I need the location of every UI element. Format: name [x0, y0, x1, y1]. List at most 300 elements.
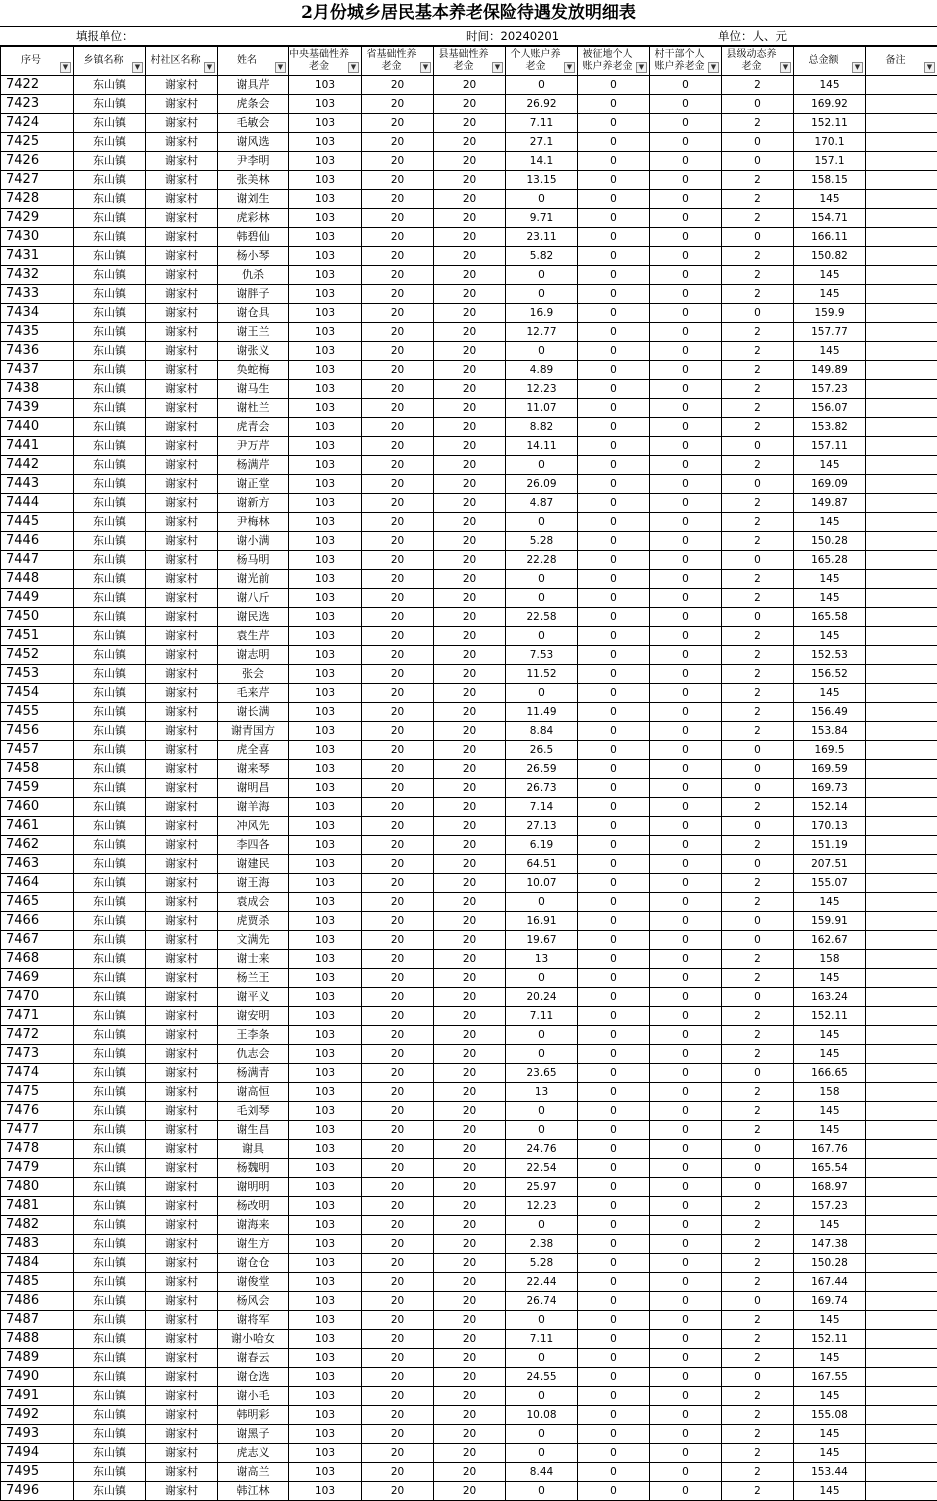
- table-cell[interactable]: 0: [578, 855, 650, 874]
- table-cell[interactable]: 150.82: [794, 247, 866, 266]
- table-cell[interactable]: 0: [578, 1273, 650, 1292]
- table-cell[interactable]: 0: [722, 1178, 794, 1197]
- filter-dropdown-icon[interactable]: ▼: [275, 62, 286, 73]
- table-cell[interactable]: 2: [722, 1444, 794, 1463]
- table-cell[interactable]: 12.23: [506, 1197, 578, 1216]
- table-cell[interactable]: 103: [289, 456, 362, 475]
- table-cell[interactable]: [866, 399, 937, 418]
- table-cell[interactable]: 20: [362, 228, 434, 247]
- table-cell[interactable]: [866, 228, 937, 247]
- table-cell[interactable]: 谢仓具: [218, 304, 289, 323]
- table-cell[interactable]: 0: [722, 1292, 794, 1311]
- table-cell[interactable]: 7466: [1, 912, 74, 931]
- table-cell[interactable]: 0: [578, 1368, 650, 1387]
- table-cell[interactable]: 20: [362, 437, 434, 456]
- table-cell[interactable]: 157.77: [794, 323, 866, 342]
- table-cell[interactable]: 6.19: [506, 836, 578, 855]
- table-cell[interactable]: 20: [362, 114, 434, 133]
- table-cell[interactable]: 东山镇: [74, 1311, 146, 1330]
- table-cell[interactable]: 0: [578, 570, 650, 589]
- table-cell[interactable]: 20: [434, 342, 506, 361]
- table-cell[interactable]: 谢家村: [146, 1425, 218, 1444]
- table-cell[interactable]: [866, 114, 937, 133]
- table-cell[interactable]: 20: [362, 665, 434, 684]
- table-cell[interactable]: 0: [722, 475, 794, 494]
- table-cell[interactable]: 10.07: [506, 874, 578, 893]
- table-cell[interactable]: 20: [434, 1026, 506, 1045]
- table-cell[interactable]: [866, 1273, 937, 1292]
- table-cell[interactable]: 7457: [1, 741, 74, 760]
- table-cell[interactable]: 20: [362, 874, 434, 893]
- table-cell[interactable]: 谢家村: [146, 266, 218, 285]
- table-cell[interactable]: 154.71: [794, 209, 866, 228]
- table-cell[interactable]: 20: [362, 532, 434, 551]
- table-cell[interactable]: 东山镇: [74, 684, 146, 703]
- table-cell[interactable]: 170.1: [794, 133, 866, 152]
- table-cell[interactable]: 103: [289, 1007, 362, 1026]
- table-cell[interactable]: [866, 570, 937, 589]
- table-cell[interactable]: 谢羊海: [218, 798, 289, 817]
- table-cell[interactable]: 谢王兰: [218, 323, 289, 342]
- table-cell[interactable]: 159.9: [794, 304, 866, 323]
- table-cell[interactable]: 7469: [1, 969, 74, 988]
- table-cell[interactable]: [866, 1140, 937, 1159]
- table-cell[interactable]: 谢家村: [146, 1235, 218, 1254]
- table-cell[interactable]: 103: [289, 380, 362, 399]
- table-cell[interactable]: 20: [434, 1482, 506, 1501]
- table-cell[interactable]: 20: [362, 779, 434, 798]
- table-cell[interactable]: 20: [434, 1045, 506, 1064]
- table-cell[interactable]: 20: [434, 589, 506, 608]
- table-cell[interactable]: 156.49: [794, 703, 866, 722]
- table-cell[interactable]: 167.55: [794, 1368, 866, 1387]
- table-cell[interactable]: 东山镇: [74, 95, 146, 114]
- table-cell[interactable]: 7493: [1, 1425, 74, 1444]
- table-cell[interactable]: 2: [722, 266, 794, 285]
- table-cell[interactable]: 20: [434, 893, 506, 912]
- table-cell[interactable]: 20: [362, 1235, 434, 1254]
- table-cell[interactable]: 谢家村: [146, 418, 218, 437]
- table-cell[interactable]: 0: [650, 722, 722, 741]
- table-cell[interactable]: 27.13: [506, 817, 578, 836]
- table-cell[interactable]: 0: [650, 1121, 722, 1140]
- table-cell[interactable]: 0: [578, 133, 650, 152]
- table-cell[interactable]: 12.23: [506, 380, 578, 399]
- table-cell[interactable]: 7430: [1, 228, 74, 247]
- table-cell[interactable]: 2.38: [506, 1235, 578, 1254]
- table-cell[interactable]: 0: [722, 855, 794, 874]
- table-cell[interactable]: 0: [722, 988, 794, 1007]
- table-cell[interactable]: 2: [722, 494, 794, 513]
- table-cell[interactable]: 0: [578, 494, 650, 513]
- table-cell[interactable]: 0: [506, 1311, 578, 1330]
- table-cell[interactable]: 20: [434, 665, 506, 684]
- table-cell[interactable]: [866, 1368, 937, 1387]
- table-cell[interactable]: 7.11: [506, 114, 578, 133]
- table-cell[interactable]: 145: [794, 1349, 866, 1368]
- table-cell[interactable]: 7490: [1, 1368, 74, 1387]
- table-cell[interactable]: 谢家村: [146, 1387, 218, 1406]
- table-cell[interactable]: 谢家村: [146, 893, 218, 912]
- table-cell[interactable]: 149.89: [794, 361, 866, 380]
- table-cell[interactable]: 东山镇: [74, 361, 146, 380]
- table-cell[interactable]: [866, 589, 937, 608]
- table-cell[interactable]: 东山镇: [74, 209, 146, 228]
- table-cell[interactable]: 7468: [1, 950, 74, 969]
- table-cell[interactable]: 东山镇: [74, 722, 146, 741]
- table-cell[interactable]: 0: [650, 1064, 722, 1083]
- table-cell[interactable]: 谢家村: [146, 209, 218, 228]
- table-cell[interactable]: 7427: [1, 171, 74, 190]
- table-cell[interactable]: 20: [362, 684, 434, 703]
- table-cell[interactable]: 20: [434, 874, 506, 893]
- table-cell[interactable]: 0: [650, 1425, 722, 1444]
- table-cell[interactable]: 奂蛇梅: [218, 361, 289, 380]
- table-cell[interactable]: 20: [434, 1273, 506, 1292]
- table-cell[interactable]: 谢家村: [146, 285, 218, 304]
- table-cell[interactable]: 谢家村: [146, 1102, 218, 1121]
- table-cell[interactable]: 155.08: [794, 1406, 866, 1425]
- table-cell[interactable]: 东山镇: [74, 1425, 146, 1444]
- table-cell[interactable]: 170.13: [794, 817, 866, 836]
- table-cell[interactable]: 20: [362, 855, 434, 874]
- table-cell[interactable]: 0: [650, 1406, 722, 1425]
- table-cell[interactable]: 0: [578, 456, 650, 475]
- table-cell[interactable]: [866, 1254, 937, 1273]
- table-cell[interactable]: 0: [578, 266, 650, 285]
- table-cell[interactable]: 20: [434, 418, 506, 437]
- table-cell[interactable]: 东山镇: [74, 114, 146, 133]
- table-cell[interactable]: 0: [578, 532, 650, 551]
- table-cell[interactable]: 167.76: [794, 1140, 866, 1159]
- table-cell[interactable]: 谢仓选: [218, 1368, 289, 1387]
- table-cell[interactable]: 16.9: [506, 304, 578, 323]
- table-cell[interactable]: 毛来芹: [218, 684, 289, 703]
- table-cell[interactable]: 20: [434, 646, 506, 665]
- table-cell[interactable]: 7444: [1, 494, 74, 513]
- table-cell[interactable]: 0: [650, 1178, 722, 1197]
- table-cell[interactable]: 145: [794, 513, 866, 532]
- table-cell[interactable]: 7491: [1, 1387, 74, 1406]
- table-cell[interactable]: 东山镇: [74, 570, 146, 589]
- table-cell[interactable]: 谢小毛: [218, 1387, 289, 1406]
- table-cell[interactable]: 7487: [1, 1311, 74, 1330]
- table-cell[interactable]: 谢家村: [146, 1444, 218, 1463]
- table-cell[interactable]: 0: [650, 190, 722, 209]
- filter-dropdown-icon[interactable]: ▼: [492, 62, 503, 73]
- table-cell[interactable]: 谢家村: [146, 874, 218, 893]
- table-cell[interactable]: 152.11: [794, 1007, 866, 1026]
- table-cell[interactable]: 东山镇: [74, 665, 146, 684]
- table-cell[interactable]: 20: [362, 1425, 434, 1444]
- table-cell[interactable]: 20: [362, 513, 434, 532]
- table-cell[interactable]: 0: [578, 1330, 650, 1349]
- table-cell[interactable]: 147.38: [794, 1235, 866, 1254]
- table-cell[interactable]: 东山镇: [74, 494, 146, 513]
- table-cell[interactable]: 7442: [1, 456, 74, 475]
- table-cell[interactable]: 谢家村: [146, 836, 218, 855]
- table-cell[interactable]: 0: [722, 133, 794, 152]
- table-cell[interactable]: 谢家村: [146, 76, 218, 95]
- table-cell[interactable]: 0: [506, 893, 578, 912]
- table-cell[interactable]: 149.87: [794, 494, 866, 513]
- table-cell[interactable]: 20: [362, 1463, 434, 1482]
- table-cell[interactable]: 103: [289, 1311, 362, 1330]
- table-cell[interactable]: 0: [506, 1387, 578, 1406]
- table-cell[interactable]: 文满先: [218, 931, 289, 950]
- table-cell[interactable]: 20: [362, 323, 434, 342]
- table-cell[interactable]: 20: [434, 1007, 506, 1026]
- table-cell[interactable]: 20: [434, 76, 506, 95]
- table-cell[interactable]: [866, 646, 937, 665]
- table-cell[interactable]: 2: [722, 1311, 794, 1330]
- table-cell[interactable]: 谢家村: [146, 399, 218, 418]
- table-cell[interactable]: [866, 133, 937, 152]
- table-cell[interactable]: 0: [506, 190, 578, 209]
- table-cell[interactable]: 0: [650, 1463, 722, 1482]
- table-cell[interactable]: 20: [434, 627, 506, 646]
- table-cell[interactable]: 东山镇: [74, 228, 146, 247]
- table-cell[interactable]: 20: [362, 95, 434, 114]
- table-cell[interactable]: 20: [362, 285, 434, 304]
- table-cell[interactable]: 0: [650, 874, 722, 893]
- table-cell[interactable]: 谢春云: [218, 1349, 289, 1368]
- table-cell[interactable]: [866, 855, 937, 874]
- table-cell[interactable]: 20: [362, 551, 434, 570]
- table-cell[interactable]: 20: [362, 361, 434, 380]
- table-cell[interactable]: 20: [434, 988, 506, 1007]
- table-cell[interactable]: 东山镇: [74, 190, 146, 209]
- table-cell[interactable]: 东山镇: [74, 1178, 146, 1197]
- table-cell[interactable]: 20: [434, 399, 506, 418]
- table-cell[interactable]: 7484: [1, 1254, 74, 1273]
- table-cell[interactable]: 0: [578, 988, 650, 1007]
- table-cell[interactable]: 7443: [1, 475, 74, 494]
- table-cell[interactable]: [866, 247, 937, 266]
- table-cell[interactable]: [866, 1216, 937, 1235]
- table-cell[interactable]: 0: [578, 665, 650, 684]
- table-cell[interactable]: 2: [722, 209, 794, 228]
- table-cell[interactable]: 103: [289, 931, 362, 950]
- table-cell[interactable]: 20: [362, 1349, 434, 1368]
- table-cell[interactable]: 0: [722, 152, 794, 171]
- table-cell[interactable]: [866, 1102, 937, 1121]
- table-cell[interactable]: 2: [722, 893, 794, 912]
- table-cell[interactable]: 20: [434, 1197, 506, 1216]
- table-cell[interactable]: 0: [506, 456, 578, 475]
- table-cell[interactable]: 谢家村: [146, 1007, 218, 1026]
- filter-dropdown-icon[interactable]: ▼: [924, 62, 935, 73]
- table-cell[interactable]: 0: [578, 1007, 650, 1026]
- table-cell[interactable]: 20: [362, 1083, 434, 1102]
- table-cell[interactable]: 26.74: [506, 1292, 578, 1311]
- table-cell[interactable]: [866, 1292, 937, 1311]
- table-cell[interactable]: 东山镇: [74, 1387, 146, 1406]
- table-cell[interactable]: 杨满青: [218, 1064, 289, 1083]
- table-cell[interactable]: 7424: [1, 114, 74, 133]
- table-cell[interactable]: 0: [578, 380, 650, 399]
- table-cell[interactable]: 20: [362, 1140, 434, 1159]
- table-cell[interactable]: 2: [722, 1102, 794, 1121]
- table-cell[interactable]: 20: [362, 969, 434, 988]
- table-cell[interactable]: 谢家村: [146, 437, 218, 456]
- table-cell[interactable]: 152.53: [794, 646, 866, 665]
- table-cell[interactable]: 20: [434, 1463, 506, 1482]
- table-cell[interactable]: 158.15: [794, 171, 866, 190]
- table-cell[interactable]: 0: [650, 1292, 722, 1311]
- table-cell[interactable]: [866, 760, 937, 779]
- table-cell[interactable]: 152.11: [794, 114, 866, 133]
- table-cell[interactable]: 20: [434, 456, 506, 475]
- table-cell[interactable]: 20: [434, 1406, 506, 1425]
- table-cell[interactable]: 145: [794, 285, 866, 304]
- table-cell[interactable]: 谢家村: [146, 190, 218, 209]
- table-cell[interactable]: 东山镇: [74, 456, 146, 475]
- table-cell[interactable]: 145: [794, 1387, 866, 1406]
- table-cell[interactable]: 0: [650, 513, 722, 532]
- table-cell[interactable]: 谢家村: [146, 1083, 218, 1102]
- table-cell[interactable]: 153.84: [794, 722, 866, 741]
- table-cell[interactable]: 谢光前: [218, 570, 289, 589]
- filter-dropdown-icon[interactable]: ▼: [852, 62, 863, 73]
- table-cell[interactable]: 0: [650, 1007, 722, 1026]
- table-cell[interactable]: 谢家村: [146, 513, 218, 532]
- table-cell[interactable]: 谢来琴: [218, 760, 289, 779]
- table-cell[interactable]: 谢将军: [218, 1311, 289, 1330]
- table-cell[interactable]: 20: [362, 817, 434, 836]
- table-cell[interactable]: 0: [650, 912, 722, 931]
- table-cell[interactable]: 谢马生: [218, 380, 289, 399]
- table-cell[interactable]: 0: [650, 798, 722, 817]
- table-cell[interactable]: 2: [722, 380, 794, 399]
- table-cell[interactable]: 谢正堂: [218, 475, 289, 494]
- table-cell[interactable]: 0: [578, 1482, 650, 1501]
- table-cell[interactable]: 2: [722, 323, 794, 342]
- table-cell[interactable]: 东山镇: [74, 817, 146, 836]
- table-cell[interactable]: 7.53: [506, 646, 578, 665]
- filter-dropdown-icon[interactable]: ▼: [60, 62, 71, 73]
- table-cell[interactable]: 0: [578, 475, 650, 494]
- table-cell[interactable]: 东山镇: [74, 608, 146, 627]
- table-cell[interactable]: 东山镇: [74, 703, 146, 722]
- table-cell[interactable]: 0: [578, 76, 650, 95]
- table-cell[interactable]: [866, 912, 937, 931]
- table-cell[interactable]: 159.91: [794, 912, 866, 931]
- table-cell[interactable]: 2: [722, 570, 794, 589]
- table-cell[interactable]: 谢家村: [146, 1121, 218, 1140]
- table-cell[interactable]: 7471: [1, 1007, 74, 1026]
- table-cell[interactable]: 2: [722, 361, 794, 380]
- table-cell[interactable]: 103: [289, 874, 362, 893]
- table-cell[interactable]: [866, 190, 937, 209]
- table-cell[interactable]: 东山镇: [74, 779, 146, 798]
- table-cell[interactable]: 2: [722, 950, 794, 969]
- filter-dropdown-icon[interactable]: ▼: [204, 62, 215, 73]
- table-cell[interactable]: 谢家村: [146, 361, 218, 380]
- table-cell[interactable]: 20: [434, 1102, 506, 1121]
- table-cell[interactable]: 0: [578, 285, 650, 304]
- table-cell[interactable]: 20: [434, 1349, 506, 1368]
- table-cell[interactable]: 0: [578, 1045, 650, 1064]
- table-cell[interactable]: 156.52: [794, 665, 866, 684]
- table-cell[interactable]: 东山镇: [74, 304, 146, 323]
- filter-dropdown-icon[interactable]: ▼: [780, 62, 791, 73]
- table-cell[interactable]: 207.51: [794, 855, 866, 874]
- table-cell[interactable]: 20: [434, 703, 506, 722]
- table-cell[interactable]: 20: [434, 855, 506, 874]
- table-cell[interactable]: 145: [794, 1444, 866, 1463]
- table-cell[interactable]: 20: [434, 532, 506, 551]
- table-cell[interactable]: 26.5: [506, 741, 578, 760]
- table-cell[interactable]: 谢长满: [218, 703, 289, 722]
- table-cell[interactable]: 4.87: [506, 494, 578, 513]
- table-cell[interactable]: 20: [362, 1330, 434, 1349]
- table-cell[interactable]: 东山镇: [74, 247, 146, 266]
- table-cell[interactable]: 0: [578, 1463, 650, 1482]
- table-cell[interactable]: 7428: [1, 190, 74, 209]
- table-cell[interactable]: 东山镇: [74, 171, 146, 190]
- table-cell[interactable]: 20: [434, 133, 506, 152]
- table-cell[interactable]: 20: [434, 950, 506, 969]
- table-cell[interactable]: 151.19: [794, 836, 866, 855]
- table-cell[interactable]: 东山镇: [74, 532, 146, 551]
- table-cell[interactable]: 0: [650, 418, 722, 437]
- table-cell[interactable]: 东山镇: [74, 1406, 146, 1425]
- table-cell[interactable]: 145: [794, 570, 866, 589]
- table-cell[interactable]: [866, 1026, 937, 1045]
- table-cell[interactable]: 0: [650, 494, 722, 513]
- table-cell[interactable]: 7433: [1, 285, 74, 304]
- table-cell[interactable]: 20: [362, 1406, 434, 1425]
- table-cell[interactable]: 谢家村: [146, 741, 218, 760]
- table-cell[interactable]: 145: [794, 76, 866, 95]
- table-cell[interactable]: 7429: [1, 209, 74, 228]
- table-cell[interactable]: 谢王海: [218, 874, 289, 893]
- table-cell[interactable]: 杨改明: [218, 1197, 289, 1216]
- table-cell[interactable]: 0: [650, 323, 722, 342]
- table-cell[interactable]: 0: [650, 1216, 722, 1235]
- table-cell[interactable]: 东山镇: [74, 1235, 146, 1254]
- table-cell[interactable]: 谢家村: [146, 1349, 218, 1368]
- table-cell[interactable]: 7462: [1, 836, 74, 855]
- table-cell[interactable]: 20: [434, 247, 506, 266]
- table-cell[interactable]: 东山镇: [74, 437, 146, 456]
- table-cell[interactable]: 7447: [1, 551, 74, 570]
- table-cell[interactable]: [866, 1178, 937, 1197]
- table-cell[interactable]: [866, 209, 937, 228]
- table-cell[interactable]: 20: [434, 1178, 506, 1197]
- table-cell[interactable]: 103: [289, 1254, 362, 1273]
- table-cell[interactable]: 0: [578, 1102, 650, 1121]
- table-cell[interactable]: 103: [289, 1349, 362, 1368]
- table-cell[interactable]: 谢胖子: [218, 285, 289, 304]
- table-cell[interactable]: 20: [434, 285, 506, 304]
- table-cell[interactable]: 2: [722, 1254, 794, 1273]
- table-cell[interactable]: 20: [434, 741, 506, 760]
- table-cell[interactable]: 东山镇: [74, 627, 146, 646]
- table-cell[interactable]: 20: [362, 1121, 434, 1140]
- table-cell[interactable]: 7458: [1, 760, 74, 779]
- table-cell[interactable]: [866, 893, 937, 912]
- table-cell[interactable]: 0: [650, 475, 722, 494]
- table-cell[interactable]: 20: [362, 646, 434, 665]
- table-cell[interactable]: 0: [506, 570, 578, 589]
- table-cell[interactable]: 20: [434, 1216, 506, 1235]
- table-cell[interactable]: 7467: [1, 931, 74, 950]
- table-cell[interactable]: 谢生方: [218, 1235, 289, 1254]
- table-cell[interactable]: 7422: [1, 76, 74, 95]
- table-cell[interactable]: 谢具: [218, 1140, 289, 1159]
